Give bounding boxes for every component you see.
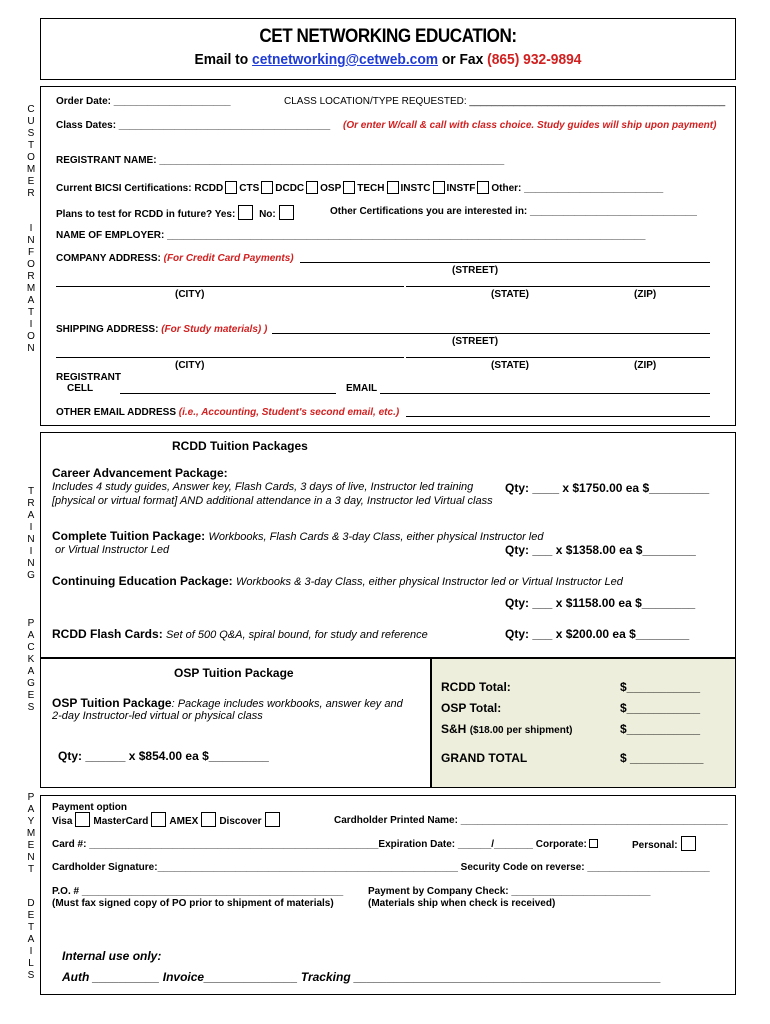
flash-title: RCDD Flash Cards:: [52, 627, 167, 641]
class-location-field[interactable]: CLASS LOCATION/TYPE REQUESTED: ______________________________________________: [284, 96, 726, 107]
checkbox-instc[interactable]: [433, 181, 445, 194]
osp-desc-2: 2-day Instructor-led virtual or physical class: [52, 710, 263, 722]
auth-invoice-tracking-line[interactable]: Auth __________ Invoice______________ Tracking ______________________________________________: [62, 970, 661, 984]
checkbox-dcdc[interactable]: [306, 181, 318, 194]
complete-row: [52, 529, 544, 543]
internal-use-label: Internal use only:: [62, 949, 162, 963]
cert-instc-label: INSTC: [400, 183, 431, 194]
sh-label: S&H: [441, 722, 467, 736]
side-label-packages: P A C K A G E S: [27, 618, 35, 713]
checkbox-discover[interactable]: [265, 812, 280, 827]
shipping-state-zip-line[interactable]: [406, 357, 710, 358]
form-title: CET NETWORKING EDUCATION:: [259, 26, 517, 47]
plans-label: Plans to test for RCDD in future? Yes:: [56, 209, 236, 220]
checkbox-cts[interactable]: [261, 181, 273, 194]
company-check-field[interactable]: Payment by Company Check: _________________________: [368, 886, 651, 897]
complete-desc-1: Workbooks, Flash Cards & 3-day Class, either physical Instructor led: [208, 531, 544, 543]
sh-note: ($18.00 per shipment): [469, 725, 573, 736]
company-address-label-text: COMPANY ADDRESS:: [56, 253, 164, 264]
company-state-zip-line[interactable]: [406, 286, 710, 287]
other-email-label: [56, 407, 399, 418]
continuing-qty-field[interactable]: Qty: ___ x $1158.00 ea $________: [505, 596, 696, 610]
shipping-address-note: (For Study materials) ): [161, 324, 268, 335]
email-link[interactable]: cetnetworking@cetweb.com: [252, 51, 439, 68]
career-title: Career Advancement Package:: [52, 466, 228, 480]
osp-total-field[interactable]: $___________: [620, 701, 701, 715]
company-street-caption: (STREET): [452, 265, 499, 276]
company-address-note: (For Credit Card Payments): [163, 253, 294, 264]
company-city-line[interactable]: [56, 286, 404, 287]
continuing-desc: Workbooks & 3-day Class, either physical Instructor led or Virtual Instructor Led: [236, 576, 623, 588]
payment-option-label: Payment option: [52, 802, 128, 813]
company-check-note: (Materials ship when check is received): [368, 898, 556, 909]
complete-title: Complete Tuition Package:: [52, 529, 209, 543]
rcdd-total-field[interactable]: $___________: [620, 680, 701, 694]
osp-title: OSP Tuition Package: [52, 696, 172, 710]
cert-cts-label: CTS: [239, 183, 260, 194]
personal-row: [632, 836, 699, 851]
po-field[interactable]: P.O. # _______________________________________________: [52, 886, 344, 897]
card-number-field[interactable]: Card #: ____________________________________________________Expiration Date: ______/_______ Corporate:: [52, 839, 587, 850]
discover-label: Discover: [219, 816, 262, 827]
fax-prefix: or Fax: [438, 51, 488, 68]
registrant-name-field[interactable]: REGISTRANT NAME: ______________________________________________________________: [56, 155, 505, 166]
side-label-details: D E T A I L S: [27, 898, 35, 981]
registrant-label: REGISTRANT: [56, 372, 121, 383]
visa-label: Visa: [52, 816, 73, 827]
rcdd-heading: RCDD Tuition Packages: [172, 439, 308, 453]
checkbox-mastercard[interactable]: [151, 812, 166, 827]
rcdd-total-label: RCDD Total:: [441, 680, 511, 694]
checkbox-plans-yes[interactable]: [238, 205, 253, 220]
other-email-label-text: OTHER EMAIL ADDRESS: [56, 407, 179, 418]
osp-total-label: OSP Total:: [441, 701, 502, 715]
other-certs-interest-field[interactable]: Other Certifications you are interested in: ______________________________: [330, 206, 697, 217]
company-street-line[interactable]: [300, 262, 710, 263]
flash-row: [52, 627, 428, 641]
side-label-customer: C U S T O M E R: [26, 104, 36, 199]
other-cert-field[interactable]: Other: _________________________: [491, 183, 664, 194]
cardholder-printed-field[interactable]: Cardholder Printed Name: ________________________________________________: [334, 815, 728, 826]
checkbox-tech[interactable]: [387, 181, 399, 194]
cert-tech-label: TECH: [357, 183, 385, 194]
checkbox-plans-no[interactable]: [279, 205, 294, 220]
amex-label: AMEX: [169, 816, 199, 827]
checkbox-corporate[interactable]: [589, 839, 598, 848]
employer-field[interactable]: NAME OF EMPLOYER: ______________________________________________________________________________________: [56, 230, 646, 241]
complete-qty-field[interactable]: Qty: ___ x $1358.00 ea $________: [505, 543, 696, 557]
card-number-row: [52, 839, 600, 850]
career-desc-2: [physical or virtual format] AND additional attendance in a 3 day, Instructor led Virtual class: [52, 495, 493, 507]
payment-methods-row: [52, 812, 283, 827]
no-label: No:: [259, 209, 276, 220]
current-certs-label: Current BICSI Certifications: RCDD: [56, 183, 224, 194]
shipping-zip-caption: (ZIP): [634, 360, 657, 371]
po-note: (Must fax signed copy of PO prior to shipment of materials): [52, 898, 334, 909]
checkbox-instf[interactable]: [477, 181, 489, 194]
checkbox-visa[interactable]: [75, 812, 90, 827]
grand-total-field[interactable]: $ ___________: [620, 751, 704, 765]
contact-line: [68, 51, 708, 68]
other-email-note: (i.e., Accounting, Student's second email, etc.): [178, 407, 400, 418]
shipping-street-line[interactable]: [272, 333, 710, 334]
grand-total-label: GRAND TOTAL: [441, 751, 528, 765]
continuing-row: [52, 574, 623, 588]
sh-row: [441, 722, 573, 736]
side-label-information: I N F O R M A T I O N: [26, 223, 36, 354]
shipping-street-caption: (STREET): [452, 336, 499, 347]
fax-number: (865) 932-9894: [487, 51, 582, 68]
shipping-address-label-text: SHIPPING ADDRESS:: [56, 324, 162, 335]
shipping-city-line[interactable]: [56, 357, 404, 358]
checkbox-rcdd[interactable]: [225, 181, 237, 194]
current-certs-row: [56, 181, 663, 194]
complete-desc-2: or Virtual Instructor Led: [55, 544, 170, 556]
order-date-field[interactable]: Order Date: _____________________: [56, 96, 231, 107]
cert-dcdc-label: DCDC: [275, 183, 305, 194]
cert-osp-label: OSP: [320, 183, 342, 194]
osp-heading: OSP Tuition Package: [174, 666, 294, 680]
personal-label: Personal:: [632, 840, 678, 851]
osp-desc-1: : Package includes workbooks, answer key and: [171, 698, 403, 710]
osp-qty-field[interactable]: Qty: ______ x $854.00 ea $_________: [58, 749, 269, 763]
osp-row: [52, 696, 403, 710]
email-label: EMAIL: [346, 383, 378, 394]
other-email-field[interactable]: [406, 416, 710, 417]
career-qty-field[interactable]: Qty: ____ x $1750.00 ea $_________: [505, 481, 710, 495]
shipping-state-caption: (STATE): [491, 360, 529, 371]
class-dates-field[interactable]: Class Dates: ______________________________________: [56, 120, 331, 131]
plans-row: [56, 205, 297, 220]
shipping-city-caption: (CITY): [175, 360, 205, 371]
company-city-caption: (CITY): [175, 289, 205, 300]
career-desc-1: Includes 4 study guides, Answer key, Flash Cards, 3 days of live, Instructor led training: [52, 481, 474, 493]
side-label-payment: P A Y M E N T: [26, 792, 36, 875]
cell-label: CELL: [67, 383, 94, 394]
checkbox-personal[interactable]: [681, 836, 696, 851]
mastercard-label: MasterCard: [93, 816, 149, 827]
flash-qty-field[interactable]: Qty: ___ x $200.00 ea $________: [505, 627, 690, 641]
class-dates-note: (Or enter W/call & call with class choice. Study guides will ship upon payment): [343, 120, 717, 131]
cert-instf-label: INSTF: [446, 183, 476, 194]
flash-desc: Set of 500 Q&A, spiral bound, for study and reference: [166, 629, 428, 641]
company-address-label: [56, 253, 294, 264]
shipping-address-label: [56, 324, 267, 335]
sh-total-field[interactable]: $___________: [620, 722, 701, 736]
email-field[interactable]: [380, 393, 710, 394]
cell-field[interactable]: [120, 393, 336, 394]
signature-field[interactable]: Cardholder Signature:______________________________________________________ Security Code on reverse: ______________________: [52, 862, 710, 873]
company-state-caption: (STATE): [491, 289, 529, 300]
checkbox-osp[interactable]: [343, 181, 355, 194]
email-prefix: Email to: [194, 51, 253, 68]
continuing-title: Continuing Education Package:: [52, 574, 237, 588]
side-label-training: T R A I N I N G: [27, 486, 35, 581]
checkbox-amex[interactable]: [201, 812, 216, 827]
company-zip-caption: (ZIP): [634, 289, 657, 300]
